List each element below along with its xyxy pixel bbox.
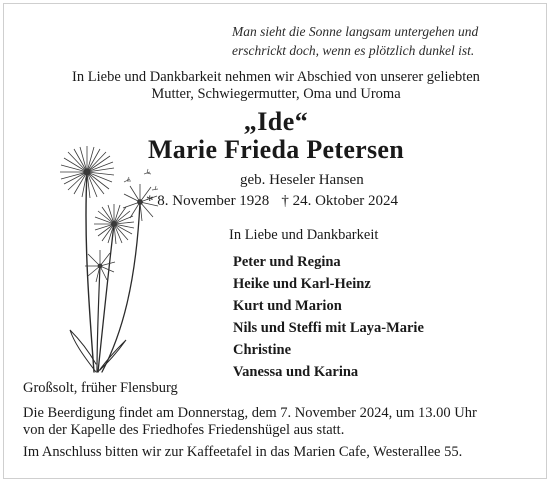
intro-line-2: Mutter, Schwiegermutter, Oma und Uroma: [151, 86, 401, 102]
mourners-tagline: In Liebe und Dankbarkeit: [229, 227, 379, 243]
funeral-line-1: Die Beerdigung findet am Donnerstag, dem 7. November 2024, um 13.00 Uhr: [23, 405, 477, 421]
birth-date: * 8. November 1928: [146, 193, 270, 209]
funeral-info: [23, 405, 477, 438]
funeral-line-2: von der Kapelle des Friedhofes Friedenshügel aus statt.: [23, 421, 345, 438]
intro-line-1: In Liebe und Dankbarkeit nehmen wir Abschied von unserer geliebten: [72, 69, 480, 85]
death-date: † 24. Oktober 2024: [281, 193, 398, 209]
mourner-name: Vanessa und Karina: [233, 364, 359, 380]
obituary-card: [3, 3, 547, 479]
life-dates: [146, 193, 410, 210]
mourner-name: Nils und Steffi mit Laya-Marie: [233, 320, 424, 336]
reception-info: Im Anschluss bitten wir zur Kaffeetafel in das Marien Cafe, Westerallee 55.: [23, 444, 463, 460]
mourner-name: Peter und Regina: [233, 254, 341, 270]
location: Großsolt, früher Flensburg: [23, 380, 178, 396]
mourner-name: Heike und Karl-Heinz: [233, 276, 371, 292]
birth-name: geb. Heseler Hansen: [240, 172, 364, 188]
poem-line-1: Man sieht die Sonne langsam untergehen und: [232, 24, 479, 39]
poem-line-2: erschrickt doch, wenn es plötzlich dunkel ist.: [232, 43, 475, 58]
deceased-full-name: Marie Frieda Petersen: [147, 135, 405, 164]
deceased-nickname: „Ide“: [243, 107, 309, 136]
dandelion-icon: [52, 144, 162, 374]
mourner-name: Christine: [233, 342, 291, 358]
poem: [232, 22, 478, 60]
mourner-name: Kurt und Marion: [233, 298, 342, 314]
mourners-list: [233, 251, 424, 383]
